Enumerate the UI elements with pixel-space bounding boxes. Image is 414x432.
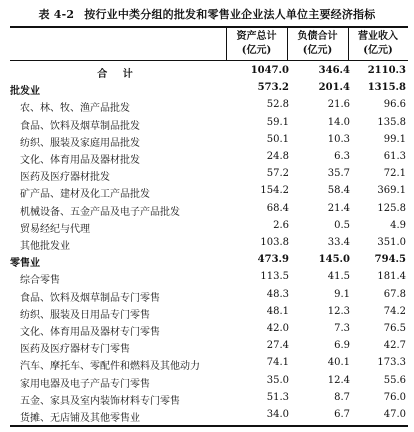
cell-liabilities: 58.4 — [327, 185, 350, 197]
table-row — [10, 97, 408, 114]
cell-revenue: 351.0 — [377, 237, 406, 248]
row-label: 合 计 — [97, 69, 139, 80]
table-row — [10, 287, 408, 304]
table-title — [0, 6, 414, 22]
cell-liabilities: 35.7 — [327, 168, 350, 180]
cell-liabilities: 6.3 — [334, 151, 350, 162]
table-number: 表 4-2 — [38, 8, 75, 21]
row-label: 零售业 — [10, 258, 40, 270]
table-row — [10, 269, 408, 286]
row-label: 纺织、服装及日用品专门零售 — [20, 309, 150, 321]
header-liabilities-title: 负债合计 — [297, 31, 338, 42]
cell-assets: 50.1 — [266, 133, 289, 145]
cell-revenue: 181.4 — [377, 271, 406, 283]
row-label: 其他批发业 — [20, 241, 70, 252]
section-row — [10, 252, 408, 269]
table-row — [10, 355, 408, 372]
cell-liabilities: 6.9 — [334, 340, 350, 352]
table-row — [10, 407, 408, 424]
cell-liabilities: 21.6 — [327, 99, 350, 111]
row-label: 家用电器及电子产品专门零售 — [20, 378, 150, 390]
row-label: 矿产品、建材及化工产品批发 — [20, 189, 150, 201]
cell-assets: 74.1 — [266, 357, 289, 369]
header-assets-title: 资产总计 — [236, 31, 277, 42]
total-row — [10, 63, 408, 80]
cell-assets: 573.2 — [257, 82, 289, 94]
cell-liabilities: 346.4 — [318, 65, 350, 76]
cell-assets: 57.2 — [266, 168, 289, 180]
header-assets — [226, 30, 287, 58]
cell-liabilities: 40.1 — [327, 357, 350, 369]
header-revenue-unit: (亿元) — [363, 45, 393, 56]
table-row — [10, 304, 408, 321]
cell-revenue: 42.7 — [383, 340, 406, 352]
cell-assets: 2.6 — [273, 219, 289, 231]
cell-liabilities: 14.0 — [327, 116, 350, 128]
row-label: 汽车、摩托车、零配件和燃料及其他动力 — [20, 361, 200, 373]
cell-assets: 1047.0 — [250, 65, 289, 76]
cell-assets: 103.8 — [260, 237, 289, 248]
cell-revenue: 2110.3 — [367, 65, 406, 76]
row-label: 综合零售 — [20, 275, 60, 287]
cell-assets: 68.4 — [266, 202, 289, 214]
row-label: 食品、饮料及烟草制品专门零售 — [20, 292, 160, 304]
cell-assets: 59.1 — [266, 116, 289, 128]
cell-liabilities: 201.4 — [318, 82, 350, 94]
cell-assets: 48.3 — [266, 288, 289, 300]
row-label: 纺织、服装及家庭用品批发 — [20, 137, 140, 149]
cell-assets: 35.0 — [266, 374, 289, 386]
cell-assets: 24.8 — [266, 151, 289, 162]
row-label: 货摊、无店铺及其他零售业 — [20, 413, 140, 424]
cell-revenue: 125.8 — [377, 202, 406, 214]
table-caption: 按行业中类分组的批发和零售业企业法人单位主要经济指标 — [84, 8, 376, 21]
cell-revenue: 61.3 — [383, 151, 406, 162]
cell-assets: 48.1 — [266, 305, 289, 317]
row-label: 医药及医疗器材专门零售 — [20, 344, 130, 356]
cell-assets: 27.4 — [266, 340, 289, 352]
table-row — [10, 390, 408, 407]
cell-liabilities: 145.0 — [318, 254, 350, 266]
cell-revenue: 55.6 — [383, 374, 406, 386]
cell-revenue: 794.5 — [374, 254, 406, 266]
cell-revenue: 1315.8 — [367, 82, 406, 94]
cell-revenue: 369.1 — [377, 185, 406, 197]
row-label: 文化、体育用品及器材专门零售 — [20, 327, 160, 338]
cell-revenue: 76.0 — [383, 391, 406, 403]
cell-liabilities: 8.7 — [334, 391, 350, 403]
table-row — [10, 373, 408, 390]
table-row — [10, 183, 408, 200]
cell-liabilities: 12.4 — [327, 374, 350, 386]
table-row — [10, 132, 408, 149]
row-label: 食品、饮料及烟草制品批发 — [20, 120, 140, 132]
row-label: 贸易经纪与代理 — [20, 223, 90, 235]
cell-assets: 52.8 — [266, 99, 289, 111]
table-row — [10, 321, 408, 338]
cell-revenue: 96.6 — [383, 99, 406, 111]
cell-liabilities: 33.4 — [327, 237, 350, 248]
header-rule — [10, 60, 408, 61]
cell-liabilities: 41.5 — [327, 271, 350, 283]
cell-liabilities: 9.1 — [334, 288, 350, 300]
cell-revenue: 72.1 — [383, 168, 406, 180]
cell-assets: 51.3 — [266, 391, 289, 403]
cell-assets: 113.5 — [260, 271, 289, 283]
cell-revenue: 47.0 — [383, 409, 406, 420]
cell-liabilities: 6.7 — [334, 409, 350, 420]
header-revenue-title: 营业收入 — [358, 31, 398, 42]
table-row — [10, 235, 408, 252]
table-row — [10, 218, 408, 235]
table-row — [10, 149, 408, 166]
bottom-rule — [10, 425, 408, 427]
header-liabilities-unit: (亿元) — [302, 45, 333, 56]
header-revenue — [348, 30, 408, 58]
cell-liabilities: 7.3 — [334, 323, 350, 334]
cell-revenue: 4.9 — [390, 219, 406, 231]
cell-liabilities: 12.3 — [327, 305, 350, 317]
row-label: 医药及医疗器材批发 — [20, 172, 110, 184]
table-row — [10, 338, 408, 355]
table-row — [10, 166, 408, 183]
row-label: 文化、体育用品及器材批发 — [20, 155, 140, 166]
cell-assets: 34.0 — [266, 409, 289, 420]
cell-revenue: 99.1 — [383, 133, 406, 145]
cell-liabilities: 21.4 — [327, 202, 350, 214]
header-liabilities — [287, 30, 348, 58]
cell-revenue: 74.2 — [383, 305, 406, 317]
cell-revenue: 67.8 — [383, 288, 406, 300]
cell-revenue: 76.5 — [383, 323, 406, 334]
cell-assets: 154.2 — [260, 185, 289, 197]
cell-revenue: 135.8 — [377, 116, 406, 128]
row-label: 批发业 — [10, 86, 40, 98]
row-label: 五金、家具及室内装饰材料专门零售 — [20, 395, 180, 407]
cell-liabilities: 10.3 — [327, 133, 350, 145]
cell-assets: 42.0 — [266, 323, 289, 334]
row-label: 农、林、牧、渔产品批发 — [20, 103, 130, 115]
row-label: 机械设备、五金产品及电子产品批发 — [20, 206, 180, 218]
cell-assets: 473.9 — [257, 254, 289, 266]
table-row — [10, 115, 408, 132]
table-row — [10, 201, 408, 218]
cell-revenue: 173.3 — [377, 357, 406, 369]
cell-liabilities: 0.5 — [334, 219, 350, 231]
header-assets-unit: (亿元) — [241, 45, 272, 56]
section-row — [10, 80, 408, 97]
